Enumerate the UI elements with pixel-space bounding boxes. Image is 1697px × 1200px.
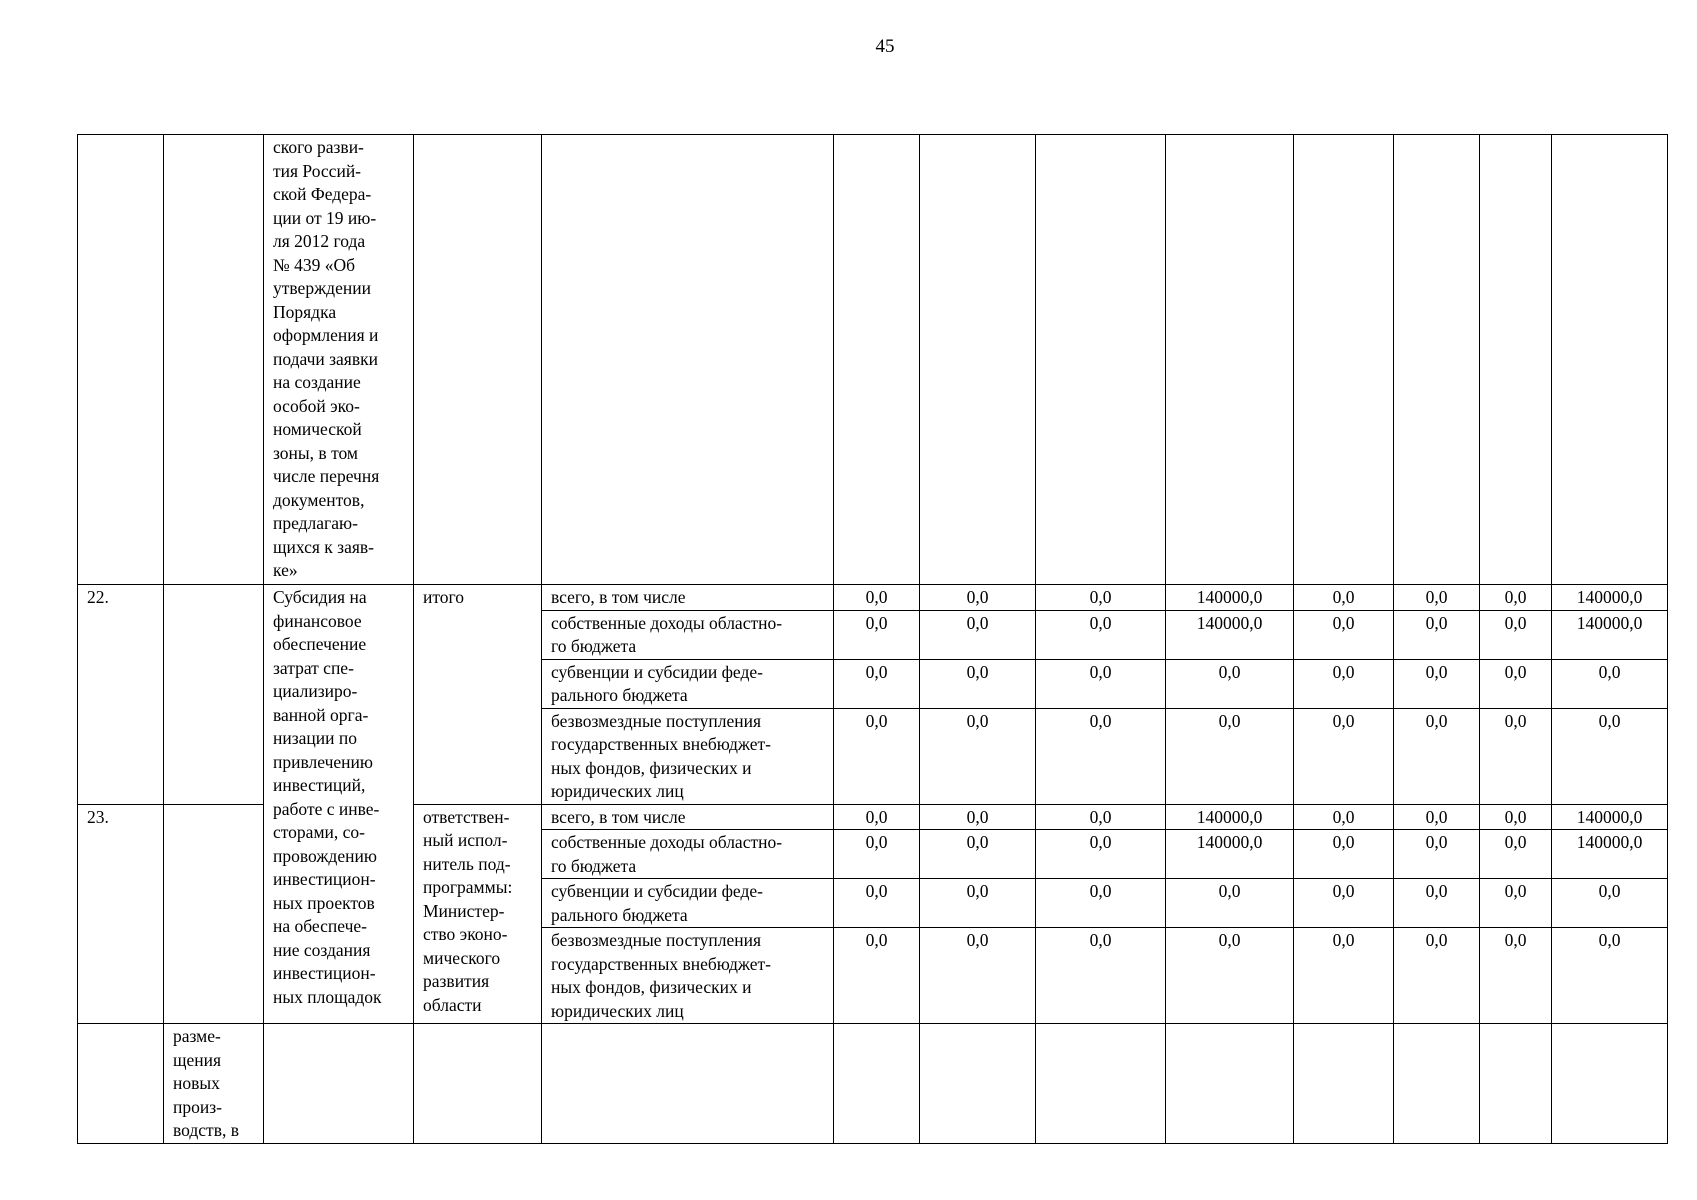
cell-empty — [164, 135, 264, 585]
cell-value — [1166, 830, 1294, 879]
cell-value — [1394, 585, 1480, 611]
cell-empty — [164, 585, 264, 805]
cell-value-text: 0,0 — [1598, 710, 1621, 731]
cell-value-text: 0,0 — [865, 806, 888, 827]
cell-value — [1036, 928, 1166, 1024]
row-number — [78, 585, 164, 805]
cell-value — [1294, 708, 1394, 804]
cell-empty — [1166, 1024, 1294, 1144]
cell-empty — [1294, 1024, 1394, 1144]
table-body — [78, 135, 1668, 1144]
cell-value — [1036, 708, 1166, 804]
cell-value-text: 0,0 — [865, 612, 888, 633]
cell-value-text: 0,0 — [1332, 806, 1355, 827]
cell-value-text: 0,0 — [1425, 806, 1448, 827]
cell-value-text: 0,0 — [1089, 930, 1112, 950]
cell-value-text: 0,0 — [1332, 710, 1355, 731]
cell-value-text: 0,0 — [1218, 881, 1241, 901]
cell-value-text: 0,0 — [966, 881, 989, 901]
cell-value — [920, 610, 1036, 659]
cell-value — [1394, 928, 1480, 1024]
cell-value — [920, 804, 1036, 830]
cell-value — [920, 708, 1036, 804]
cell-empty — [542, 1024, 834, 1144]
cell-description: ского разви- тия Россий- ской Федера- ции от 19 ию- ля 2012 года № 439 «Об утверждении Порядка оформления и подачи заявки на создание особой эко- номической зоны, в том числе перечня документов, предлагаю- щихся к заяв- ке» — [264, 135, 414, 585]
cell-value — [1294, 879, 1394, 928]
cell-value — [1394, 804, 1480, 830]
cell-value — [1294, 928, 1394, 1024]
cell-executor-text: ответствен- ный испол- нитель под- программы: Министер- ство эконо- мического развития области — [423, 806, 513, 1015]
cell-value — [834, 804, 920, 830]
cell-value — [834, 585, 920, 611]
cell-empty — [834, 1024, 920, 1144]
cell-value-text: 0,0 — [1504, 710, 1527, 731]
cell-value — [1294, 830, 1394, 879]
cell-funding-source-text: субвенции и субсидии феде- рального бюджета — [551, 661, 763, 705]
cell-empty — [164, 804, 264, 1024]
table-row — [78, 585, 1668, 611]
cell-empty — [414, 1024, 542, 1144]
table-row-continuation — [78, 1024, 1668, 1144]
cell-value-text: 0,0 — [1425, 587, 1448, 607]
cell-value — [1394, 879, 1480, 928]
cell-value-text: 140000,0 — [1576, 832, 1643, 852]
cell-value — [1166, 708, 1294, 804]
cell-empty — [1036, 135, 1166, 585]
cell-value — [1166, 928, 1294, 1024]
cell-value-text: 140000,0 — [1576, 587, 1643, 607]
table-row-continuation — [78, 135, 1668, 585]
cell-value — [1480, 928, 1552, 1024]
cell-funding-source-text: собственные доходы областно- го бюджета — [551, 612, 783, 656]
cell-value-text: 0,0 — [1504, 587, 1527, 607]
row-number — [78, 804, 164, 1024]
cell-empty — [920, 135, 1036, 585]
cell-value — [1166, 659, 1294, 708]
cell-value-text: 0,0 — [1504, 930, 1527, 950]
cell-empty — [264, 1024, 414, 1144]
cell-value — [1394, 830, 1480, 879]
cell-funding-source-text: безвозмездные поступления государственных внебюджет- ных фондов, физических и юридических лиц — [551, 710, 771, 801]
cell-value — [834, 610, 920, 659]
cell-value — [834, 928, 920, 1024]
cell-funding-source-text: безвозмездные поступления государственных внебюджет- ных фондов, физических и юридических лиц — [551, 930, 771, 1021]
cell-executor — [414, 585, 542, 805]
cell-empty — [1394, 135, 1480, 585]
cell-description-text: Субсидия на финансовое обеспечение затрат спе- циализиро- ванной орга- низации по привлечению инвестиций, работе с инве- сторами, со- провождению инвестицион- ных проектов на обеспече- ние создания инвестицион- ных площадок — [273, 587, 382, 1007]
cell-empty — [78, 135, 164, 585]
cell-value-text: 0,0 — [1089, 587, 1112, 607]
cell-value-text: 0,0 — [865, 710, 888, 731]
cell-value — [1036, 659, 1166, 708]
row-number-text: 23. — [87, 806, 109, 827]
cell-value — [834, 659, 920, 708]
row-number-text: 22. — [87, 587, 109, 607]
cell-value-text: 0,0 — [865, 587, 888, 607]
cell-value-text: 0,0 — [1089, 881, 1112, 901]
cell-name — [164, 1024, 264, 1144]
cell-value-text: 0,0 — [1332, 612, 1355, 633]
cell-value-text: 140000,0 — [1196, 806, 1263, 827]
cell-value — [1036, 830, 1166, 879]
cell-funding-source — [542, 659, 834, 708]
cell-funding-source — [542, 804, 834, 830]
cell-value-text: 0,0 — [966, 661, 989, 682]
cell-value-text: 0,0 — [1332, 930, 1355, 950]
cell-empty — [1552, 1024, 1668, 1144]
cell-executor — [414, 804, 542, 1024]
cell-value — [1480, 708, 1552, 804]
cell-funding-source-text: собственные доходы областно- го бюджета — [551, 832, 783, 876]
cell-value-text: 0,0 — [1598, 661, 1621, 682]
cell-value-text: 0,0 — [1504, 881, 1527, 901]
cell-value — [1394, 659, 1480, 708]
page-number: 45 — [875, 36, 895, 57]
cell-empty — [1166, 135, 1294, 585]
cell-empty — [1552, 135, 1668, 585]
cell-value-text: 0,0 — [966, 710, 989, 731]
cell-value-text: 0,0 — [1218, 710, 1241, 731]
cell-value-text: 0,0 — [865, 881, 888, 901]
cell-name-text: разме- щения новых произ- водств, в — [173, 1026, 239, 1140]
cell-value-text: 0,0 — [1504, 806, 1527, 827]
cell-value-text: 0,0 — [1425, 881, 1448, 901]
cell-value-text: 0,0 — [966, 806, 989, 827]
cell-value-text: 0,0 — [1218, 661, 1241, 682]
cell-value-text: 0,0 — [1089, 710, 1112, 731]
cell-empty — [920, 1024, 1036, 1144]
cell-value-text: 140000,0 — [1196, 612, 1263, 633]
cell-value-text: 0,0 — [1332, 587, 1355, 607]
cell-value-text: 0,0 — [1504, 661, 1527, 682]
cell-value — [834, 708, 920, 804]
cell-funding-source — [542, 708, 834, 804]
cell-value-text: 0,0 — [1425, 710, 1448, 731]
cell-empty — [1294, 135, 1394, 585]
cell-value — [920, 830, 1036, 879]
cell-value — [1552, 830, 1668, 879]
cell-value-text: 0,0 — [865, 832, 888, 852]
cell-value-text: 0,0 — [1598, 881, 1621, 901]
cell-value-text: 0,0 — [1425, 661, 1448, 682]
cell-value-text: 0,0 — [1089, 661, 1112, 682]
cell-empty — [414, 135, 542, 585]
cell-value — [920, 659, 1036, 708]
cell-value-text: 0,0 — [1425, 832, 1448, 852]
cell-value — [1394, 708, 1480, 804]
cell-value-text: 0,0 — [966, 587, 989, 607]
cell-value — [1480, 610, 1552, 659]
cell-value-text: 0,0 — [966, 832, 989, 852]
cell-value — [1480, 879, 1552, 928]
cell-value-text: 0,0 — [1332, 661, 1355, 682]
cell-value — [834, 830, 920, 879]
cell-value — [1294, 585, 1394, 611]
cell-value — [1166, 610, 1294, 659]
cell-value-text: 0,0 — [1218, 930, 1241, 950]
cell-funding-source — [542, 928, 834, 1024]
cell-value — [1294, 659, 1394, 708]
cell-value — [1480, 585, 1552, 611]
cell-value — [1036, 585, 1166, 611]
cell-empty — [1480, 135, 1552, 585]
cell-value-text: 0,0 — [1089, 832, 1112, 852]
cell-value-text: 0,0 — [1332, 881, 1355, 901]
cell-value — [1166, 804, 1294, 830]
cell-value-text: 0,0 — [1598, 930, 1621, 950]
cell-funding-source — [542, 830, 834, 879]
cell-value — [1552, 708, 1668, 804]
cell-value-text: 0,0 — [1425, 612, 1448, 633]
cell-value — [1552, 804, 1668, 830]
cell-value — [1552, 610, 1668, 659]
cell-value — [1552, 879, 1668, 928]
cell-empty — [542, 135, 834, 585]
cell-value-text: 0,0 — [966, 930, 989, 950]
cell-value-text: 140000,0 — [1196, 587, 1263, 607]
cell-value — [1552, 928, 1668, 1024]
cell-value-text: 0,0 — [1504, 612, 1527, 633]
cell-value — [1480, 830, 1552, 879]
cell-value-text: 0,0 — [865, 661, 888, 682]
cell-value-text: 140000,0 — [1576, 806, 1643, 827]
cell-value — [920, 879, 1036, 928]
cell-value-text: 0,0 — [966, 612, 989, 633]
cell-value — [834, 879, 920, 928]
cell-funding-source-text: всего, в том числе — [551, 587, 686, 607]
cell-value — [1480, 804, 1552, 830]
cell-value — [1036, 879, 1166, 928]
cell-value — [1394, 610, 1480, 659]
cell-executor-text: итого — [423, 587, 465, 607]
cell-empty — [1036, 1024, 1166, 1144]
cell-value — [1294, 804, 1394, 830]
cell-empty — [834, 135, 920, 585]
cell-value — [1166, 879, 1294, 928]
cell-funding-source — [542, 585, 834, 611]
cell-value — [920, 928, 1036, 1024]
cell-value-text: 0,0 — [1089, 612, 1112, 633]
cell-funding-source — [542, 879, 834, 928]
cell-value-text: 0,0 — [1089, 806, 1112, 827]
cell-value — [1552, 659, 1668, 708]
cell-value — [1036, 610, 1166, 659]
cell-value — [1294, 610, 1394, 659]
cell-value — [1166, 585, 1294, 611]
cell-funding-source-text: всего, в том числе — [551, 806, 686, 827]
cell-empty — [1394, 1024, 1480, 1144]
cell-value-text: 0,0 — [1425, 930, 1448, 950]
cell-value-text: 140000,0 — [1196, 832, 1263, 852]
cell-empty — [78, 1024, 164, 1144]
cell-value-text: 0,0 — [1504, 832, 1527, 852]
cell-value-text: 140000,0 — [1576, 612, 1643, 633]
budget-table — [77, 134, 1668, 1144]
cell-value-text: 0,0 — [865, 930, 888, 950]
cell-empty — [1480, 1024, 1552, 1144]
cell-value-text: 0,0 — [1332, 832, 1355, 852]
cell-value — [1480, 659, 1552, 708]
cell-value — [1036, 804, 1166, 830]
cell-value — [920, 585, 1036, 611]
cell-value — [1552, 585, 1668, 611]
cell-funding-source-text: субвенции и субсидии феде- рального бюджета — [551, 881, 763, 925]
cell-funding-source — [542, 610, 834, 659]
cell-description — [264, 585, 414, 1024]
